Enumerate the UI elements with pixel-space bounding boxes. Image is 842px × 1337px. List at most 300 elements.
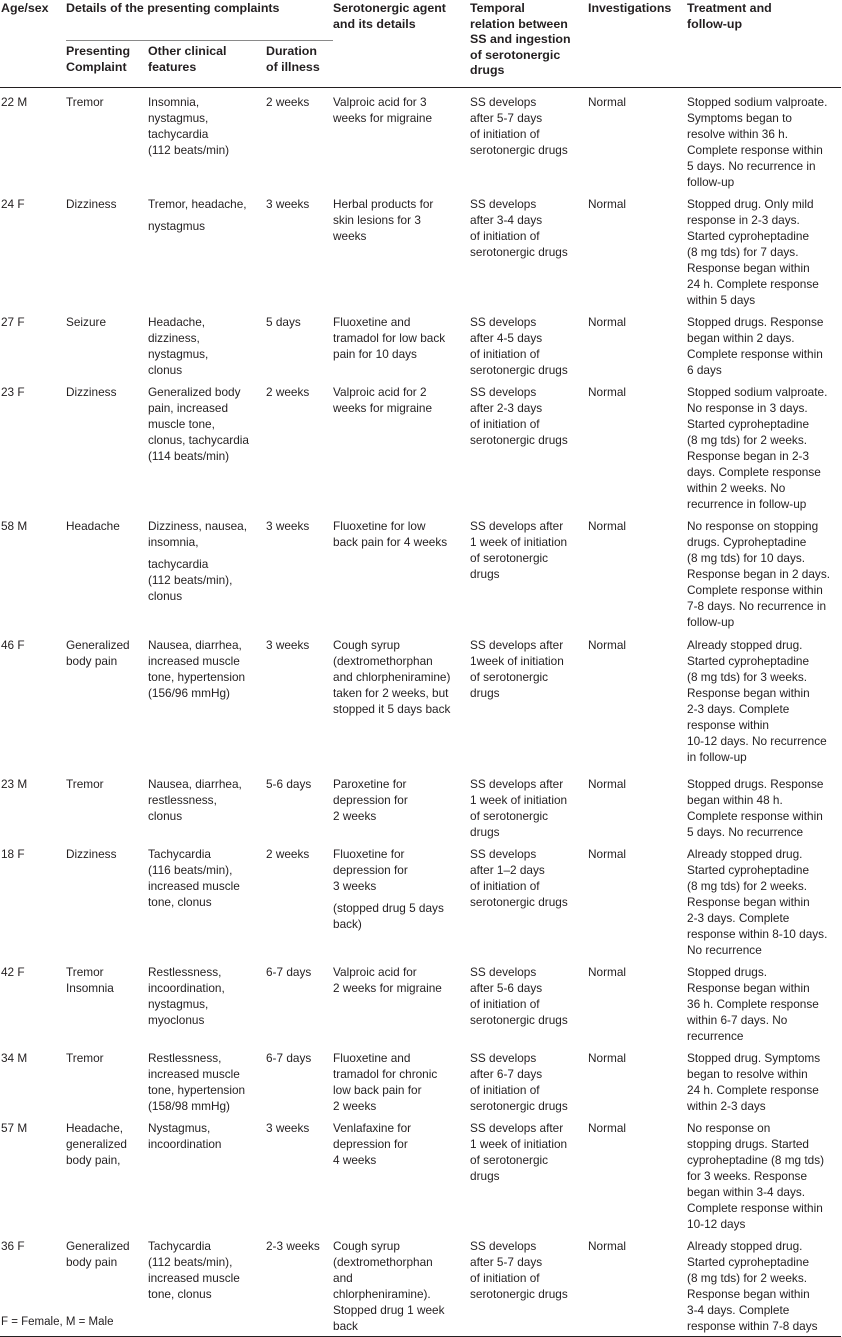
text-line: nystagmus, bbox=[148, 997, 209, 1011]
cell-temporal-relation bbox=[470, 958, 588, 1044]
text-line: response in 2-3 days. bbox=[687, 213, 800, 227]
cell-temporal-relation bbox=[470, 88, 588, 191]
cell-investigations bbox=[588, 1232, 687, 1336]
text-line: Normal bbox=[588, 95, 627, 109]
text-line: (8 mg tds) for 10 days. bbox=[687, 551, 806, 565]
text-line: Normal bbox=[588, 1051, 627, 1065]
text-line: Normal bbox=[588, 847, 627, 861]
text-line: (8 mg tds) for 2 weeks. bbox=[687, 433, 807, 447]
cell-treatment bbox=[687, 1232, 841, 1336]
text-line: generalized bbox=[66, 1137, 127, 1151]
cell-other-clinical-features bbox=[148, 1232, 266, 1336]
text-line: insomnia, bbox=[148, 535, 199, 549]
text-line: 57 M bbox=[1, 1121, 28, 1135]
text-line: 36 F bbox=[1, 1239, 25, 1253]
text-line: 46 F bbox=[1, 638, 25, 652]
cell-presenting-complaint bbox=[66, 1114, 148, 1232]
text-line: of serotonergic bbox=[470, 1153, 549, 1167]
text-line: Generalized bbox=[66, 638, 130, 652]
text-line: 2 weeks for migraine bbox=[333, 981, 442, 995]
text-line: SS develops bbox=[470, 197, 537, 211]
text-line: (112 beats/min), bbox=[148, 1255, 233, 1269]
text-line: Details of the presenting complaints bbox=[66, 1, 280, 15]
text-line: Presenting bbox=[66, 44, 131, 58]
text-line: Complete response within bbox=[687, 347, 823, 361]
cell-treatment bbox=[687, 190, 841, 308]
text-line: Started cyproheptadine bbox=[687, 863, 809, 877]
text-line: 22 M bbox=[1, 95, 28, 109]
text-line: Stopped drug. Symptoms bbox=[687, 1051, 821, 1065]
text-line: 24 h. Complete response bbox=[687, 1083, 819, 1097]
text-line: 23 F bbox=[1, 385, 25, 399]
text-line: 3 weeks bbox=[266, 1121, 310, 1135]
text-line: Headache bbox=[66, 519, 120, 533]
text-line: serotonergic drugs bbox=[470, 1099, 568, 1113]
cell-other-clinical-features bbox=[148, 840, 266, 958]
text-line: Fluoxetine for low bbox=[333, 519, 426, 533]
text-line: body pain bbox=[66, 654, 118, 668]
text-line: 2-3 days. Complete bbox=[687, 911, 790, 925]
text-line: (dextromethorphan bbox=[333, 1255, 433, 1269]
text-line: Normal bbox=[588, 1121, 627, 1135]
cell-investigations bbox=[588, 378, 687, 512]
text-line: nystagmus, bbox=[148, 347, 209, 361]
text-line: back pain for 4 weeks bbox=[333, 535, 448, 549]
table-footnote: F = Female, M = Male bbox=[1, 1316, 114, 1328]
cell-serotonergic-agent bbox=[333, 770, 470, 840]
text-line: SS develops after bbox=[470, 1121, 564, 1135]
text-line: cyproheptadine (8 mg tds) bbox=[687, 1153, 825, 1167]
text-line: Already stopped drug. bbox=[687, 1239, 803, 1253]
cell-investigations bbox=[588, 512, 687, 631]
text-line: serotonergic drugs bbox=[470, 1287, 568, 1301]
text-line: Started cyproheptadine bbox=[687, 1255, 809, 1269]
text-line: Serotonergic agent bbox=[333, 1, 446, 15]
text-line: 6 days bbox=[687, 363, 722, 377]
text-line: increased muscle bbox=[148, 1067, 240, 1081]
text-line: Venlafaxine for bbox=[333, 1121, 412, 1135]
cell-treatment bbox=[687, 958, 841, 1044]
text-line: began to resolve within bbox=[687, 1067, 808, 1081]
text-line: Response began within bbox=[687, 686, 810, 700]
text-line: Stopped drugs. Response bbox=[687, 777, 824, 791]
cell-age-sex bbox=[0, 1114, 66, 1232]
text-line: Herbal products for bbox=[333, 197, 434, 211]
text-line: 2 weeks bbox=[266, 95, 310, 109]
cell-presenting-complaint bbox=[66, 840, 148, 958]
text-line: Valproic acid for 3 bbox=[333, 95, 427, 109]
text-line: myoclonus bbox=[148, 1013, 205, 1027]
cell-serotonergic-agent bbox=[333, 840, 470, 958]
text-line: response within bbox=[687, 718, 769, 732]
text-line: tramadol for chronic bbox=[333, 1067, 438, 1081]
cell-duration bbox=[266, 308, 333, 378]
cell-other-clinical-features bbox=[148, 308, 266, 378]
text-line: (8 mg tds) for 3 weeks. bbox=[687, 670, 807, 684]
cell-age-sex bbox=[0, 958, 66, 1044]
cell-temporal-relation bbox=[470, 631, 588, 770]
text-line: within 2-3 days bbox=[687, 1099, 766, 1113]
text-line: clonus bbox=[148, 589, 183, 603]
text-line: 1 week of initiation bbox=[470, 793, 568, 807]
cell-other-clinical-features bbox=[148, 958, 266, 1044]
text-line: SS develops after bbox=[470, 777, 564, 791]
text-line: Tremor bbox=[66, 965, 104, 979]
cell-treatment bbox=[687, 378, 841, 512]
text-line: Complete response within bbox=[687, 1201, 823, 1215]
text-line: 3 weeks bbox=[333, 879, 377, 893]
text-line: Restlessness, bbox=[148, 965, 222, 979]
text-line: No response in 3 days. bbox=[687, 401, 808, 415]
text-line: clonus, tachycardia bbox=[148, 433, 249, 447]
cell-age-sex bbox=[0, 512, 66, 631]
text-line: Valproic acid for bbox=[333, 965, 417, 979]
cell-temporal-relation bbox=[470, 308, 588, 378]
text-line: 23 M bbox=[1, 777, 28, 791]
text-line: 5 days. No recurrence in bbox=[687, 159, 816, 173]
text-line: depression for bbox=[333, 793, 408, 807]
cell-treatment bbox=[687, 631, 841, 770]
text-line: Dizziness, nausea, bbox=[148, 519, 248, 533]
text-line: 3-4 days. Complete bbox=[687, 1303, 790, 1317]
text-line: of initiation of bbox=[470, 997, 540, 1011]
text-line: (112 beats/min), bbox=[148, 573, 233, 587]
text-line: after 5-7 days bbox=[470, 111, 543, 125]
text-line: Complete response within bbox=[687, 809, 823, 823]
text-line: pain for 10 days bbox=[333, 347, 417, 361]
text-line: began within 3-4 days. bbox=[687, 1185, 806, 1199]
cell-presenting-complaint bbox=[66, 190, 148, 308]
text-line: increased muscle bbox=[148, 1271, 240, 1285]
text-line: after 5-7 days bbox=[470, 1255, 543, 1269]
text-line: depression for bbox=[333, 863, 408, 877]
text-line: depression for bbox=[333, 1137, 408, 1151]
text-line: Seizure bbox=[66, 315, 106, 329]
cell-age-sex bbox=[0, 631, 66, 770]
cell-serotonergic-agent bbox=[333, 1232, 470, 1336]
text-line: follow-up bbox=[687, 175, 735, 189]
text-line: No recurrence bbox=[687, 943, 762, 957]
text-line: Fluoxetine for bbox=[333, 847, 405, 861]
table-row bbox=[0, 958, 841, 1044]
table-row bbox=[0, 512, 841, 631]
table-row bbox=[0, 1044, 841, 1114]
text-line: Normal bbox=[588, 965, 627, 979]
text-line: SS develops bbox=[470, 95, 537, 109]
text-line: Cough syrup bbox=[333, 1239, 400, 1253]
text-line: Complete response within bbox=[687, 583, 823, 597]
cell-duration bbox=[266, 1232, 333, 1336]
text-line: of initiation of bbox=[470, 417, 540, 431]
text-line: restlessness, bbox=[148, 793, 217, 807]
cell-presenting-complaint bbox=[66, 308, 148, 378]
cell-serotonergic-agent bbox=[333, 190, 470, 308]
cell-presenting-complaint bbox=[66, 770, 148, 840]
text-line: serotonergic drugs bbox=[470, 363, 568, 377]
text-line: after 5-6 days bbox=[470, 981, 543, 995]
text-line: of serotonergic bbox=[470, 551, 549, 565]
text-line: 3 weeks bbox=[266, 638, 310, 652]
text-line: back bbox=[333, 1319, 358, 1333]
header-investigations: Investigations bbox=[588, 0, 687, 88]
text-line: and bbox=[333, 1271, 353, 1285]
text-line: Stopped sodium valproate. bbox=[687, 385, 828, 399]
text-line: 6-7 days bbox=[266, 1051, 312, 1065]
cell-presenting-complaint bbox=[66, 1044, 148, 1114]
cell-investigations bbox=[588, 770, 687, 840]
text-line: stopped it 5 days back bbox=[333, 702, 451, 716]
text-line: tone, hypertension bbox=[148, 670, 246, 684]
cell-investigations bbox=[588, 958, 687, 1044]
text-line: 7-8 days. No recurrence in bbox=[687, 599, 827, 613]
cell-age-sex bbox=[0, 190, 66, 308]
text-line: drugs bbox=[470, 1169, 500, 1183]
cell-duration bbox=[266, 1044, 333, 1114]
text-line: Tremor bbox=[66, 1051, 104, 1065]
text-line: follow-up bbox=[687, 16, 743, 31]
text-line: SS develops bbox=[470, 965, 537, 979]
text-line: in follow-up bbox=[687, 750, 747, 764]
text-line: relation between bbox=[470, 16, 568, 31]
text-line: after 3-4 days bbox=[470, 213, 543, 227]
text-line: resolve within 36 h. bbox=[687, 127, 788, 141]
table-row bbox=[0, 1114, 841, 1232]
text-line: Dizziness bbox=[66, 847, 117, 861]
text-line: of serotonergic bbox=[470, 47, 561, 62]
text-line: No response on bbox=[687, 1121, 771, 1135]
text-line: body pain bbox=[66, 1255, 118, 1269]
cell-duration bbox=[266, 190, 333, 308]
cell-treatment bbox=[687, 512, 841, 631]
text-line: (116 beats/min), bbox=[148, 863, 233, 877]
text-line: (8 mg tds) for 2 weeks. bbox=[687, 879, 807, 893]
text-line: drugs bbox=[470, 567, 500, 581]
table-row bbox=[0, 378, 841, 512]
cell-serotonergic-agent bbox=[333, 88, 470, 191]
text-line: 1 week of initiation bbox=[470, 1137, 568, 1151]
cell-presenting-complaint bbox=[66, 88, 148, 191]
text-line: SS develops after bbox=[470, 519, 564, 533]
table-row bbox=[0, 308, 841, 378]
text-line: SS develops bbox=[470, 385, 537, 399]
text-line: Started cyproheptadine bbox=[687, 417, 809, 431]
text-line: Normal bbox=[588, 519, 627, 533]
text-line: stopping drugs. Started bbox=[687, 1137, 809, 1151]
header-other-clinical-features bbox=[148, 41, 266, 88]
cell-serotonergic-agent bbox=[333, 1044, 470, 1114]
header-presenting-complaint bbox=[66, 41, 148, 88]
text-line: clonus bbox=[148, 363, 183, 377]
cell-temporal-relation bbox=[470, 1114, 588, 1232]
text-line: 3 weeks bbox=[266, 197, 310, 211]
cell-other-clinical-features bbox=[148, 631, 266, 770]
text-line: Dizziness bbox=[66, 197, 117, 211]
text-line: Response began within bbox=[687, 1287, 810, 1301]
text-line: Generalized body bbox=[148, 385, 241, 399]
cell-serotonergic-agent bbox=[333, 1114, 470, 1232]
text-line: Headache, bbox=[148, 315, 206, 329]
cell-duration bbox=[266, 631, 333, 770]
text-line: Normal bbox=[588, 385, 627, 399]
text-line: Cough syrup bbox=[333, 638, 400, 652]
text-line: 24 h. Complete response bbox=[687, 277, 819, 291]
text-line: after 2-3 days bbox=[470, 401, 543, 415]
table-row bbox=[0, 190, 841, 308]
text-line: 58 M bbox=[1, 519, 28, 533]
text-line: of initiation of bbox=[470, 347, 540, 361]
text-line: within 2 weeks. No bbox=[687, 481, 786, 495]
text-line: incoordination, bbox=[148, 981, 225, 995]
text-line: Nystagmus, bbox=[148, 1121, 211, 1135]
cell-investigations bbox=[588, 88, 687, 191]
text-line: 2 weeks bbox=[333, 809, 377, 823]
text-line: recurrence bbox=[687, 1029, 744, 1043]
cell-treatment bbox=[687, 308, 841, 378]
text-line: recurrence in follow-up bbox=[687, 497, 807, 511]
text-line: Started cyproheptadine bbox=[687, 229, 809, 243]
cell-duration bbox=[266, 378, 333, 512]
header-duration bbox=[266, 41, 333, 88]
cell-presenting-complaint bbox=[66, 512, 148, 631]
cell-treatment bbox=[687, 1044, 841, 1114]
cell-temporal-relation bbox=[470, 770, 588, 840]
cell-other-clinical-features bbox=[148, 378, 266, 512]
text-line: 2 weeks bbox=[333, 1099, 377, 1113]
text-line: serotonergic drugs bbox=[470, 143, 568, 157]
text-line: Valproic acid for 2 bbox=[333, 385, 427, 399]
cell-duration bbox=[266, 88, 333, 191]
text-line: Normal bbox=[588, 315, 627, 329]
text-line: Tremor, headache, bbox=[148, 197, 247, 211]
text-line: Paroxetine for bbox=[333, 777, 407, 791]
text-line: serotonergic drugs bbox=[470, 895, 568, 909]
text-line: of serotonergic bbox=[470, 809, 549, 823]
text-line: of serotonergic bbox=[470, 670, 549, 684]
text-line: after 6-7 days bbox=[470, 1067, 543, 1081]
cell-age-sex bbox=[0, 840, 66, 958]
text-line: increased muscle bbox=[148, 654, 240, 668]
text-line: 5 days. No recurrence bbox=[687, 825, 804, 839]
cell-treatment bbox=[687, 840, 841, 958]
text-line: serotonergic drugs bbox=[470, 433, 568, 447]
header-serotonergic-agent bbox=[333, 0, 470, 88]
text-line: Already stopped drug. bbox=[687, 847, 803, 861]
text-line: tone, clonus bbox=[148, 1287, 212, 1301]
cell-investigations bbox=[588, 1114, 687, 1232]
text-line: drugs bbox=[470, 825, 500, 839]
text-line: increased muscle bbox=[148, 879, 240, 893]
text-line: 3 weeks bbox=[266, 519, 310, 533]
text-line: Other clinical bbox=[148, 44, 227, 58]
text-line: serotonergic drugs bbox=[470, 1013, 568, 1027]
cell-investigations bbox=[588, 190, 687, 308]
text-line: incoordination bbox=[148, 1137, 222, 1151]
text-line: low back pain for bbox=[333, 1083, 422, 1097]
text-line: Stopped drugs. bbox=[687, 965, 768, 979]
cell-temporal-relation bbox=[470, 512, 588, 631]
text-line: (stopped drug 5 days bbox=[333, 901, 444, 915]
text-line: Stopped drug. Only mild bbox=[687, 197, 814, 211]
text-line: Stopped drugs. Response bbox=[687, 315, 824, 329]
text-line: Headache, bbox=[66, 1121, 124, 1135]
text-line: Tachycardia bbox=[148, 847, 211, 861]
header-age-sex: Age/sex bbox=[0, 0, 66, 88]
table-row bbox=[0, 770, 841, 840]
cell-other-clinical-features bbox=[148, 770, 266, 840]
text-line: 42 F bbox=[1, 965, 25, 979]
text-line: Nausea, diarrhea, bbox=[148, 777, 242, 791]
text-line: Tachycardia bbox=[148, 1239, 211, 1253]
cell-serotonergic-agent bbox=[333, 631, 470, 770]
text-line: within 5 days bbox=[687, 293, 756, 307]
cell-serotonergic-agent bbox=[333, 958, 470, 1044]
text-line: of initiation of bbox=[470, 879, 540, 893]
text-line: body pain, bbox=[66, 1153, 121, 1167]
text-line: 6-7 days bbox=[266, 965, 312, 979]
text-line: 2-3 days. Complete bbox=[687, 702, 790, 716]
text-line: Duration bbox=[266, 44, 317, 58]
text-line: weeks bbox=[333, 229, 367, 243]
cell-serotonergic-agent bbox=[333, 512, 470, 631]
text-line: clonus bbox=[148, 809, 183, 823]
text-line: Generalized bbox=[66, 1239, 130, 1253]
text-line: SS develops bbox=[470, 1051, 537, 1065]
cell-age-sex bbox=[0, 770, 66, 840]
text-line: Insomnia, bbox=[148, 95, 200, 109]
cell-investigations bbox=[588, 840, 687, 958]
text-line: Started cyproheptadine bbox=[687, 654, 809, 668]
table-row bbox=[0, 1232, 841, 1336]
text-line: Complaint bbox=[66, 59, 127, 74]
text-line: skin lesions for 3 bbox=[333, 213, 421, 227]
text-line: after 4-5 days bbox=[470, 331, 543, 345]
text-line: response within 7-8 days bbox=[687, 1319, 818, 1333]
cell-duration bbox=[266, 958, 333, 1044]
cell-investigations bbox=[588, 1044, 687, 1114]
text-line: 24 F bbox=[1, 197, 25, 211]
text-line: Response began in 2 days. bbox=[687, 567, 830, 581]
text-line: Already stopped drug. bbox=[687, 638, 803, 652]
text-line: (156/96 mmHg) bbox=[148, 686, 230, 700]
text-line: days. Complete response bbox=[687, 465, 821, 479]
text-line: 2 weeks bbox=[266, 847, 310, 861]
text-line: Normal bbox=[588, 777, 627, 791]
table-body bbox=[0, 88, 841, 1337]
text-line: Response began within bbox=[687, 261, 810, 275]
text-line: 4 weeks bbox=[333, 1153, 377, 1167]
cell-age-sex bbox=[0, 1044, 66, 1114]
text-line: SS develops bbox=[470, 847, 537, 861]
cell-investigations bbox=[588, 631, 687, 770]
text-line: Restlessness, bbox=[148, 1051, 222, 1065]
cell-treatment bbox=[687, 1114, 841, 1232]
cell-other-clinical-features bbox=[148, 1114, 266, 1232]
text-line: 1 week of initiation bbox=[470, 535, 568, 549]
text-line: weeks for migraine bbox=[333, 111, 433, 125]
cell-duration bbox=[266, 512, 333, 631]
text-line: (8 mg tds) for 2 weeks. bbox=[687, 1271, 807, 1285]
text-line: 34 M bbox=[1, 1051, 28, 1065]
cell-age-sex bbox=[0, 88, 66, 191]
cell-temporal-relation bbox=[470, 378, 588, 512]
cell-other-clinical-features bbox=[148, 512, 266, 631]
cell-other-clinical-features bbox=[148, 1044, 266, 1114]
text-line: SS develops bbox=[470, 1239, 537, 1253]
cell-treatment bbox=[687, 770, 841, 840]
cell-temporal-relation bbox=[470, 1232, 588, 1336]
cell-duration bbox=[266, 1114, 333, 1232]
table-row bbox=[0, 88, 841, 191]
